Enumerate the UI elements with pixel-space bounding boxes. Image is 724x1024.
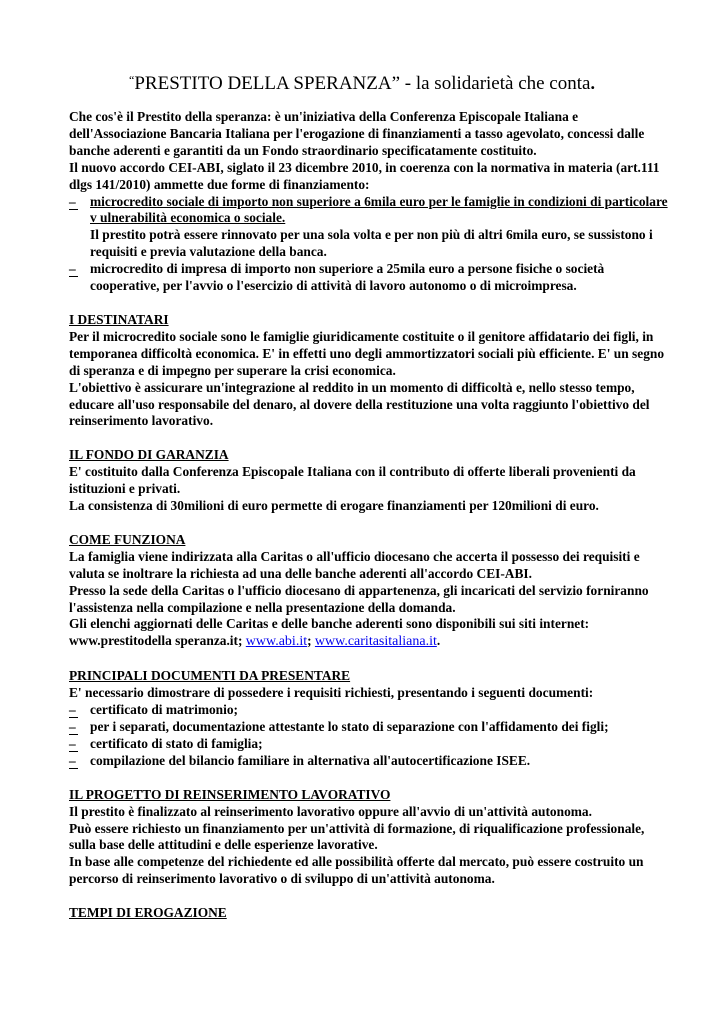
link-abi[interactable]: www.abi.it <box>245 634 308 650</box>
come-funziona-section <box>69 532 669 651</box>
spacer <box>69 888 669 905</box>
title-main: PRESTITO DELLA SPERANZA” - la solidarietà che conta <box>134 73 591 94</box>
page-title <box>0 68 724 96</box>
site-text-prestito: www.prestitodella speranza.it <box>69 633 238 649</box>
fondo-section <box>69 447 669 515</box>
list-item <box>69 261 669 295</box>
destinatari-paragraph-1: Per il microcredito sociale sono le famiglie giuridicamente costituite o il genitore affidatario dei figli, in temporanea difficoltà economica. E' in effetti uno degli ammortizzatori sociali più efficiente. E' un segno di speranza e di impegno per superare la crisi economica. <box>69 328 665 378</box>
documenti-paragraph-1: E' necessario dimostrare di possedere i requisiti richiesti, presentando i seguenti documenti: <box>69 685 594 701</box>
dash-bullet-icon <box>69 261 76 278</box>
dash-bullet-icon <box>69 194 76 211</box>
spacer <box>69 430 669 447</box>
list-item-text: certificato di matrimonio; <box>90 702 238 718</box>
spacer <box>69 295 669 312</box>
progetto-paragraph-2: Può essere richiesto un finanziamento per un'attività di formazione, di riqualificazione professionale, sulla base delle attitudini e delle esperienze lavorative. <box>69 820 645 853</box>
financing-forms-list <box>69 194 669 228</box>
websites-line <box>69 633 669 651</box>
documents-list <box>69 702 669 770</box>
separator: ; <box>237 633 246 649</box>
dash-bullet-icon <box>69 753 76 770</box>
section-heading-come-funziona: COME FUNZIONA <box>69 531 186 547</box>
come-paragraph-3: Gli elenchi aggiornati delle Caritas e delle banche aderenti sono disponibili sui siti internet: <box>69 616 590 632</box>
section-heading-fondo: IL FONDO DI GARANZIA <box>69 447 229 463</box>
fondo-paragraph-2: La consistenza di 30milioni di euro permette di erogare finanziamenti per 120milioni di euro. <box>69 498 599 514</box>
dash-bullet-icon <box>69 736 76 753</box>
list-item-text: microcredito di impresa di importo non superiore a 25mila euro a persone fisiche o società cooperative, per l'avvio o l'esercizio di attività di lavoro autonomo o di microimpresa. <box>90 261 605 294</box>
progetto-section <box>69 787 669 888</box>
list-item-text: per i separati, documentazione attestante lo stato di separazione con l'affidamento dei figli; <box>90 719 609 734</box>
dash-bullet-icon <box>69 719 76 736</box>
section-heading-tempi: TEMPI DI EROGAZIONE <box>69 905 227 921</box>
fondo-paragraph-1: E' costituito dalla Conferenza Episcopale Italiana con il contributo di offerte liberali provenienti da istituzioni e privati. <box>69 464 636 497</box>
progetto-paragraph-3: In base alle competenze del richiedente ed alle possibilità offerte dal mercato, può essere costruito un percorso di reinserimento lavorativo o di sviluppo di un'attività autonoma. <box>69 854 644 887</box>
intro-section <box>69 109 669 295</box>
list-item <box>69 736 669 753</box>
list-item-text: compilazione del bilancio familiare in alternativa all'autocertificazione ISEE. <box>90 752 531 768</box>
intro-paragraph-2: Il nuovo accordo CEI-ABI, siglato il 23 dicembre 2010, in coerenza con la normativa in materia (art.111 dlgs 141/2010) ammette due forme di finanziamento: <box>69 159 660 192</box>
come-paragraph-1: La famiglia viene indirizzata alla Caritas o all'ufficio diocesano che accerta il possesso dei requisiti e valuta se inoltrare la richiesta ad una delle banche aderenti all'accordo CEI-ABI. <box>69 548 640 581</box>
come-paragraph-2: Presso la sede della Caritas o l'ufficio diocesano di appartenenza, gli incaricati del servizio forniranno l'assistenza nella compilazione e nella presentazione della domanda. <box>69 582 649 615</box>
list-item-text: microcredito sociale di importo non superiore a 6mila euro per le famiglie in condizioni di particolare v ulnerabilità economica o sociale. <box>90 193 668 226</box>
dash-bullet-icon <box>69 702 76 719</box>
intro-paragraph-1: Che cos'è il Prestito della speranza: è un'iniziativa della Conferenza Episcopale Italiana e dell'Associazione Bancaria Italiana per l'erogazione di finanziamenti a tasso agevolato, concessi dalle banche aderenti e garantiti da un Fondo straordinario specificatamente costituito. <box>69 109 645 158</box>
list-item <box>69 753 669 770</box>
financing-forms-list-2 <box>69 261 669 295</box>
section-heading-destinatari: I DESTINATARI <box>69 311 169 327</box>
spacer <box>69 770 669 787</box>
link-caritas[interactable]: www.caritasitaliana.it <box>314 634 437 650</box>
progetto-paragraph-1: Il prestito è finalizzato al reinserimento lavorativo oppure all'avvio di un'attività autonoma. <box>69 803 592 819</box>
title-end: . <box>590 73 595 93</box>
section-heading-documenti: PRINCIPALI DOCUMENTI DA PRESENTARE <box>69 668 351 684</box>
list-item <box>69 194 669 228</box>
list-item <box>69 702 669 719</box>
tempi-section <box>69 905 669 922</box>
renewal-note: Il prestito potrà essere rinnovato per una sola volta e per non più di altri 6mila euro, se sussistono i requisiti e previa valutazione della banca. <box>90 227 653 260</box>
document-body <box>69 109 669 922</box>
separator: ; <box>307 633 315 649</box>
destinatari-paragraph-2: L'obiettivo è assicurare un'integrazione al reddito in un momento di difficoltà e, nello stesso tempo, educare all'uso responsabile del denaro, al dovere della restituzione una volta raggiunto l'obiettivo del reinserimento lavorativo. <box>69 379 650 429</box>
list-item-text: certificato di stato di famiglia; <box>90 735 263 751</box>
spacer <box>69 515 669 532</box>
spacer <box>69 651 669 668</box>
line-end: . <box>436 633 441 649</box>
list-item <box>69 719 669 736</box>
section-heading-progetto: IL PROGETTO DI REINSERIMENTO LAVORATIVO <box>69 786 391 802</box>
destinatari-section <box>69 312 669 430</box>
title-open-quote: “ <box>129 73 135 87</box>
documenti-section <box>69 668 669 769</box>
